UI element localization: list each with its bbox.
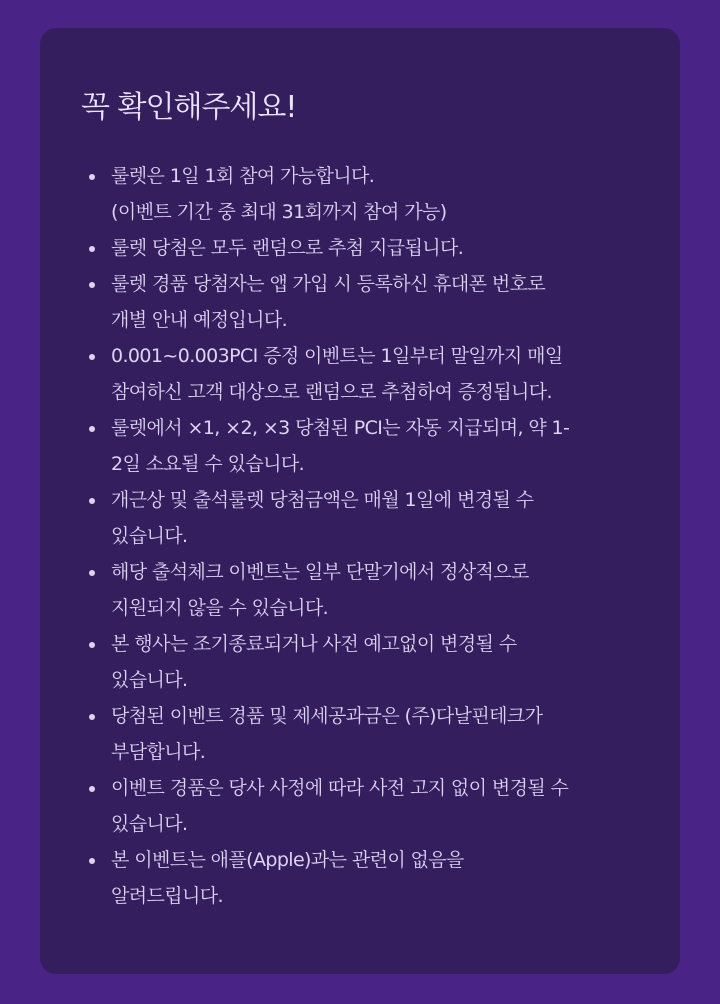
bullet-icon <box>89 570 95 576</box>
notice-item-text-line: 룰렛 경품 당첨자는 앱 가입 시 등록하신 휴대폰 번호로 <box>111 273 546 295</box>
notice-item-text-line: 개근상 및 출석룰렛 당첨금액은 매월 1일에 변경될 수 <box>111 489 534 511</box>
notice-title: 꼭 확인해주세요! <box>81 90 297 125</box>
notice-list <box>89 158 669 914</box>
notice-list-item <box>89 338 669 410</box>
notice-list-item <box>89 230 669 266</box>
bullet-icon <box>89 282 95 288</box>
notice-item-text-line: 있습니다. <box>111 813 188 835</box>
notice-list-item <box>89 410 669 482</box>
notice-item-text-line: 있습니다. <box>111 669 188 691</box>
notice-item-text-line: 본 행사는 조기종료되거나 사전 예고없이 변경될 수 <box>111 633 517 655</box>
bullet-icon <box>89 354 95 360</box>
notice-list-item <box>89 482 669 554</box>
notice-item-text-line: 당첨된 이벤트 경품 및 제세공과금은 (주)다날핀테크가 <box>111 705 543 727</box>
notice-item-text-line: 이벤트 경품은 당사 사정에 따라 사전 고지 없이 변경될 수 <box>111 777 569 799</box>
notice-item-text-line: 룰렛에서 ×1, ×2, ×3 당첨된 PCI는 자동 지급되며, 약 1- <box>111 417 570 439</box>
notice-item-text-line: 있습니다. <box>111 525 188 547</box>
notice-list-item <box>89 266 669 338</box>
notice-item-text-line: (이벤트 기간 중 최대 31회까지 참여 가능) <box>111 201 447 223</box>
notice-item-text-line: 알려드립니다. <box>111 885 223 907</box>
bullet-icon <box>89 246 95 252</box>
notice-item-text-line: 해당 출석체크 이벤트는 일부 단말기에서 정상적으로 <box>111 561 529 583</box>
notice-item-text-line: 지원되지 않을 수 있습니다. <box>111 597 329 619</box>
notice-item-text-line: 2일 소요될 수 있습니다. <box>111 453 305 475</box>
notice-list-item <box>89 158 669 230</box>
bullet-icon <box>89 426 95 432</box>
bullet-icon <box>89 174 95 180</box>
notice-item-text-line: 개별 안내 예정입니다. <box>111 309 288 331</box>
notice-item-text-line: 룰렛 당첨은 모두 랜덤으로 추첨 지급됩니다. <box>111 237 464 259</box>
notice-item-text-line: 참여하신 고객 대상으로 랜덤으로 추첨하여 증정됩니다. <box>111 381 552 403</box>
bullet-icon <box>89 858 95 864</box>
bullet-icon <box>89 498 95 504</box>
notice-list-item <box>89 698 669 770</box>
notice-list-item <box>89 770 669 842</box>
notice-item-text-line: 0.001~0.003PCI 증정 이벤트는 1일부터 말일까지 매일 <box>111 345 563 367</box>
bullet-icon <box>89 786 95 792</box>
notice-item-text-line: 룰렛은 1일 1회 참여 가능합니다. <box>111 165 375 187</box>
notice-list-item <box>89 626 669 698</box>
notice-list-item <box>89 842 669 914</box>
notice-list-item <box>89 554 669 626</box>
notice-item-text-line: 부담합니다. <box>111 741 206 763</box>
bullet-icon <box>89 714 95 720</box>
notice-card <box>40 28 680 974</box>
bullet-icon <box>89 642 95 648</box>
notice-item-text-line: 본 이벤트는 애플(Apple)과는 관련이 없음을 <box>111 849 464 871</box>
